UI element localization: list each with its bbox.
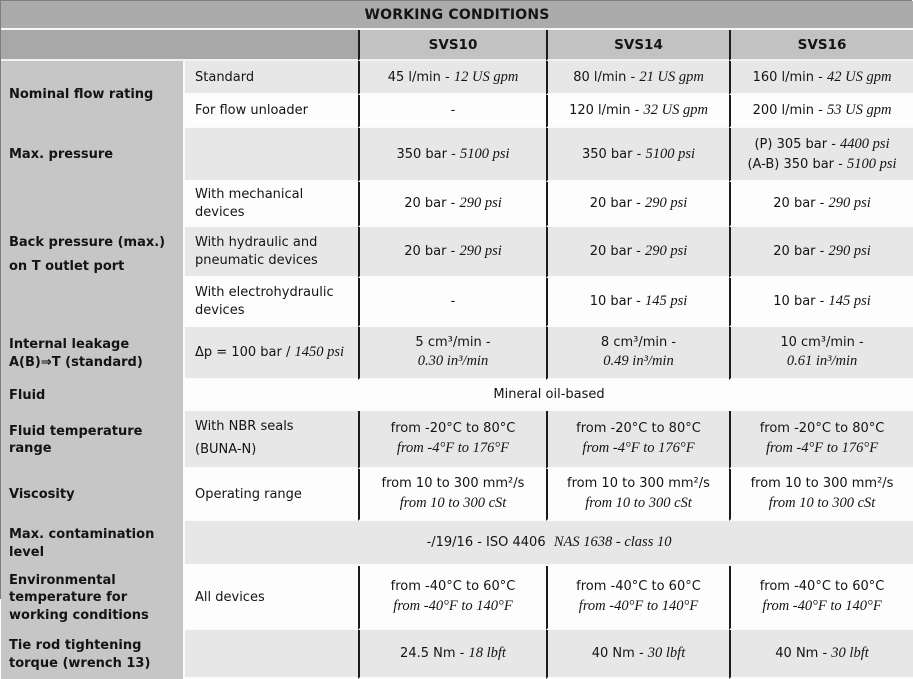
cell-leakage-svs10 — [358, 327, 546, 380]
metric-value: (A-B) 350 bar - — [747, 157, 843, 172]
row-environmental-temperature — [1, 566, 913, 630]
sub-label-mechanical-devices — [185, 182, 358, 227]
imperial-value: 145 psi — [644, 293, 688, 309]
imperial-value: 5100 psi — [459, 145, 510, 162]
cell-leakage-svs16 — [729, 327, 913, 380]
row-label-line-1: Tie rod tightening — [9, 638, 142, 654]
row-label-line-1: Environmental — [9, 573, 116, 589]
metric-value: from -20°C to 80°C — [390, 421, 516, 437]
cell-unloader-svs10 — [358, 95, 546, 128]
sub-label-nbr-seals — [185, 411, 358, 469]
column-header-svs16: SVS16 — [729, 30, 913, 61]
row-fluid-temperature — [1, 411, 913, 469]
cell-hydraulic-svs14 — [546, 227, 729, 278]
sub-label-delta-p — [185, 327, 358, 380]
sub-label-line-1: With hydraulic and — [195, 234, 318, 250]
imperial-value: 290 psi — [459, 195, 502, 211]
title-row — [1, 1, 913, 30]
cell-fluid-merged: Mineral oil-based — [185, 380, 913, 411]
row-label-environmental-temperature — [1, 566, 185, 630]
metric-value: from 10 to 300 mm²/s — [567, 476, 710, 492]
metric-value: 20 bar - — [404, 196, 456, 211]
metric-value: from -20°C to 80°C — [576, 421, 701, 437]
row-label-internal-leakage — [1, 327, 185, 380]
row-label-line-2: torque (wrench 13) — [9, 655, 151, 671]
imperial-value: 4400 psi — [840, 136, 890, 152]
metric-value: (P) 305 bar - — [754, 137, 836, 152]
metric-value: from 10 to 300 mm²/s — [381, 476, 525, 492]
cell-env-temp-svs10 — [358, 566, 546, 630]
cell-hydraulic-svs10 — [358, 227, 546, 278]
imperial-value: 12 US gpm — [453, 68, 519, 85]
value-line-2 — [734, 154, 910, 174]
sub-label-line-1: With electrohydraulic — [195, 284, 334, 300]
row-label-tie-rod-torque — [1, 630, 185, 679]
metric-value: 45 l/min - — [387, 69, 450, 85]
imperial-value: 21 US gpm — [639, 68, 704, 85]
row-label-line-1: Internal leakage — [9, 337, 130, 353]
metric-value: 20 bar - — [773, 244, 825, 259]
cell-electrohydraulic-svs10 — [358, 278, 546, 327]
metric-value: 350 bar - — [581, 146, 642, 162]
row-label-text: Nominal flow rating — [9, 86, 154, 102]
cell-tie-rod-svs14 — [546, 630, 729, 679]
metric-value: from -40°C to 60°C — [576, 579, 701, 595]
column-header-svs10: SVS10 — [358, 30, 546, 61]
metric-value: 80 l/min - — [573, 69, 636, 85]
sub-label-line-2: devices — [195, 302, 245, 318]
column-header-svs14: SVS14 — [546, 30, 729, 61]
imperial-value: from -40°F to 140°F — [393, 597, 513, 614]
metric-value: 20 bar - — [589, 244, 641, 259]
imperial-value: from -4°F to 176°F — [582, 439, 695, 456]
cell-max-pressure-svs14 — [546, 128, 729, 182]
row-label-viscosity — [1, 469, 185, 521]
imperial-value: 290 psi — [644, 243, 688, 259]
cell-max-pressure-svs16 — [729, 128, 913, 182]
sub-label-line-2: pneumatic devices — [195, 252, 318, 268]
cell-max-pressure-svs10 — [358, 128, 546, 182]
sub-label-flow-unloader: For flow unloader — [185, 95, 358, 128]
imperial-value: 0.49 in³/min — [603, 353, 674, 370]
metric-value: 160 l/min - — [752, 69, 823, 85]
imperial-value: 53 US gpm — [827, 102, 892, 118]
row-max-contamination — [1, 521, 913, 566]
row-viscosity — [1, 469, 913, 521]
imperial-value: 30 lbft — [831, 645, 869, 661]
metric-value: 20 bar - — [589, 196, 641, 211]
row-internal-leakage — [1, 327, 913, 380]
metric-value: Δp = 100 bar / — [195, 345, 291, 360]
imperial-value: 290 psi — [828, 243, 871, 259]
sub-label-operating-range: Operating range — [185, 469, 358, 521]
imperial-value: 0.30 in³/min — [417, 353, 489, 370]
imperial-value: 290 psi — [459, 243, 502, 259]
cell-mechanical-svs10 — [358, 182, 546, 227]
sub-label-empty — [185, 630, 358, 679]
imperial-value: 1450 psi — [294, 344, 345, 360]
sub-label-empty — [185, 128, 358, 182]
sub-label-hydraulic-pneumatic-devices — [185, 227, 358, 278]
imperial-value: from -4°F to 176°F — [765, 439, 879, 456]
sub-label-line-1: With NBR seals — [195, 419, 294, 435]
cell-electrohydraulic-svs16 — [729, 278, 913, 327]
working-conditions-table — [1, 1, 913, 679]
row-label-line-1: Fluid temperature — [9, 423, 143, 439]
cell-viscosity-svs16 — [729, 469, 913, 521]
metric-value: 40 Nm - — [775, 646, 828, 661]
row-label-fluid — [1, 380, 185, 411]
imperial-value: NAS 1638 - class 10 — [553, 534, 672, 550]
metric-value: 24.5 Nm - — [400, 646, 465, 661]
metric-value: from 10 to 300 mm²/s — [750, 476, 894, 492]
row-label-back-pressure — [1, 182, 185, 327]
metric-value: from -40°C to 60°C — [759, 579, 885, 595]
sub-label-line-2: devices — [195, 204, 245, 220]
row-label-line-2: level — [9, 544, 45, 560]
cell-fluid-temp-svs16 — [729, 411, 913, 469]
metric-value: 10 cm³/min - — [780, 334, 864, 350]
imperial-value: 5100 psi — [645, 145, 696, 162]
cell-standard-svs16 — [729, 61, 913, 95]
row-label-max-contamination-level — [1, 521, 185, 566]
cell-mechanical-svs16 — [729, 182, 913, 227]
metric-value: -/19/16 - ISO 4406 — [426, 535, 546, 550]
row-label-line-1: Max. contamination — [9, 527, 155, 543]
metric-value: from -20°C to 80°C — [759, 421, 885, 437]
row-label-text: Max. pressure — [9, 147, 114, 163]
metric-value: 350 bar - — [396, 146, 456, 162]
cell-leakage-svs14 — [546, 327, 729, 380]
metric-value: - — [450, 294, 456, 309]
row-label-line-2: on T outlet port — [9, 258, 125, 274]
sub-label-standard: Standard — [185, 61, 358, 95]
sub-label-line-2: (BUNA-N) — [195, 442, 257, 457]
cell-unloader-svs14 — [546, 95, 729, 128]
metric-value: 120 l/min - — [569, 103, 640, 118]
metric-value: - — [450, 103, 456, 118]
imperial-value: 30 lbft — [647, 645, 686, 661]
cell-viscosity-svs10 — [358, 469, 546, 521]
imperial-value: 290 psi — [644, 195, 688, 211]
imperial-value: from 10 to 300 cSt — [399, 494, 507, 511]
imperial-value: 290 psi — [828, 195, 871, 211]
metric-value: 20 bar - — [773, 196, 825, 211]
metric-value: from -40°C to 60°C — [390, 579, 516, 595]
row-label-line-3: working conditions — [9, 607, 149, 623]
row-label-line-2: temperature for — [9, 590, 128, 606]
cell-unloader-svs16 — [729, 95, 913, 128]
cell-electrohydraulic-svs14 — [546, 278, 729, 327]
row-label-text: Viscosity — [9, 487, 75, 503]
row-back-pressure-mechanical — [1, 182, 913, 227]
cell-standard-svs10 — [358, 61, 546, 95]
sub-label-line-1: With mechanical — [195, 186, 304, 202]
metric-value: 10 bar - — [773, 294, 825, 309]
cell-fluid-temp-svs10 — [358, 411, 546, 469]
imperial-value: from -40°F to 140°F — [578, 597, 699, 614]
cell-standard-svs14 — [546, 61, 729, 95]
row-tie-rod-torque — [1, 630, 913, 679]
imperial-value: 42 US gpm — [827, 68, 892, 85]
metric-value: 200 l/min - — [752, 103, 823, 118]
row-label-max-pressure — [1, 128, 185, 182]
cell-viscosity-svs14 — [546, 469, 729, 521]
imperial-value: 18 lbft — [468, 645, 506, 661]
row-label-text: Fluid — [9, 387, 46, 403]
table-title: WORKING CONDITIONS — [1, 1, 913, 30]
cell-tie-rod-svs16 — [729, 630, 913, 679]
row-label-nominal-flow-rating — [1, 61, 185, 128]
imperial-value: 32 US gpm — [643, 102, 708, 118]
metric-value: 8 cm³/min - — [600, 334, 677, 350]
cell-fluid-temp-svs14 — [546, 411, 729, 469]
sub-label-all-devices: All devices — [185, 566, 358, 630]
imperial-value: from -4°F to 176°F — [396, 439, 510, 456]
metric-value: 20 bar - — [404, 244, 456, 259]
cell-tie-rod-svs10 — [358, 630, 546, 679]
header-blank-cell — [1, 30, 358, 61]
imperial-value: from -40°F to 140°F — [762, 597, 882, 614]
cell-env-temp-svs14 — [546, 566, 729, 630]
imperial-value: from 10 to 300 cSt — [585, 494, 692, 511]
row-label-line-2: range — [9, 441, 52, 456]
metric-value: 10 bar - — [589, 294, 641, 309]
row-label-fluid-temperature-range — [1, 411, 185, 469]
cell-mechanical-svs14 — [546, 182, 729, 227]
cell-hydraulic-svs16 — [729, 227, 913, 278]
row-label-line-2: A(B)⇒T (standard) — [9, 354, 143, 370]
row-nominal-flow-standard — [1, 61, 913, 95]
imperial-value: 0.61 in³/min — [786, 353, 858, 370]
imperial-value: 5100 psi — [847, 156, 897, 172]
cell-env-temp-svs16 — [729, 566, 913, 630]
column-header-row — [1, 30, 913, 61]
row-fluid — [1, 380, 913, 411]
metric-value: 5 cm³/min - — [415, 334, 491, 350]
row-label-line-1: Back pressure (max.) — [9, 235, 166, 251]
cell-contamination-merged — [185, 521, 913, 566]
value-line-1 — [734, 134, 910, 154]
imperial-value: 145 psi — [828, 293, 871, 309]
sub-label-electrohydraulic-devices — [185, 278, 358, 327]
row-max-pressure — [1, 128, 913, 182]
imperial-value: from 10 to 300 cSt — [768, 494, 876, 511]
metric-value: 40 Nm - — [591, 646, 644, 661]
